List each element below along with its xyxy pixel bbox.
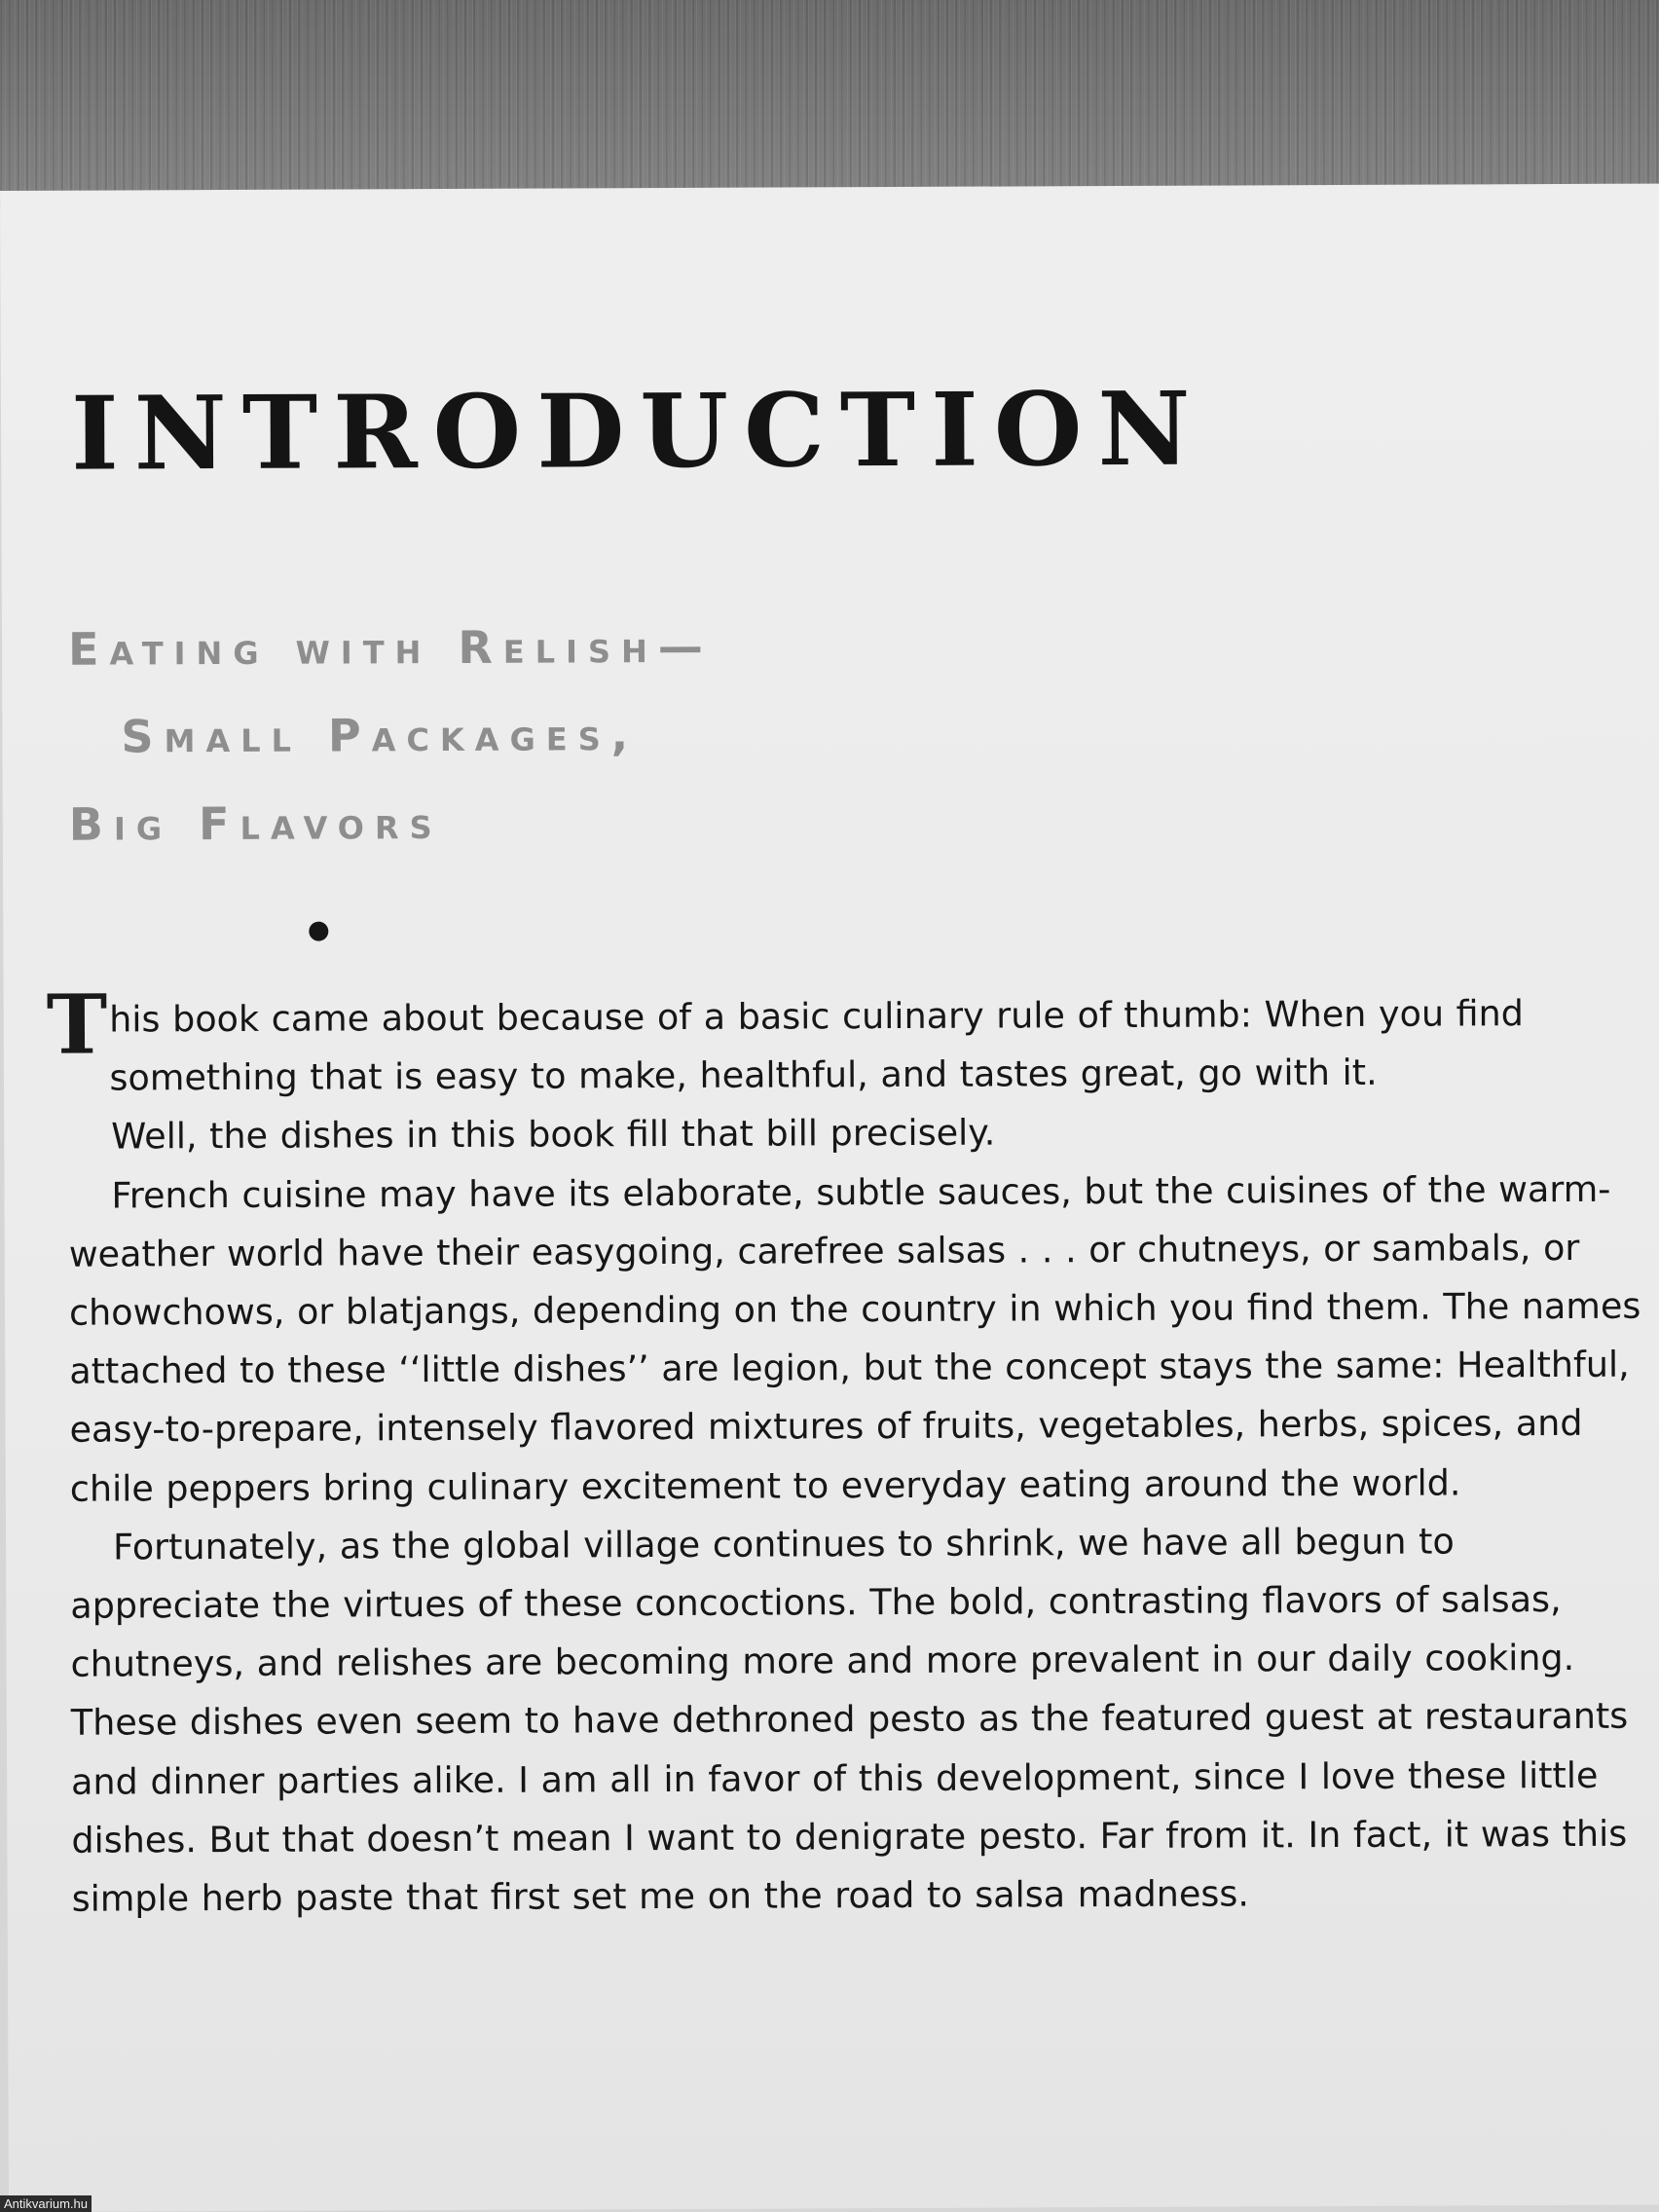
watermark-label: Antikvarium.hu: [0, 2195, 92, 2212]
paragraph-3: French cuisine may have its elaborate, subtle sauces, but the cuisines of the warm-weather world have their easygoing, carefree salsas . . . or chutneys, or sambals, or chowchows, or blatjangs, depending on the country in which you find them. The names attached to these ‘‘little dishes’’ are legion, but the concept stays the same: Healthful, easy-to-prepare, intensely flavored mixtures of fruits, vegetables, herbs, spices, and chile peppers bring culinary excitement to everyday eating around the world.: [68, 1167, 1641, 1510]
drop-cap: T: [46, 976, 108, 1073]
book-page: [0, 184, 1659, 2212]
paragraph-2: Well, the dishes in this book fill that bill precisely.: [111, 1111, 996, 1158]
page-title: INTRODUCTION: [70, 368, 1206, 494]
bullet-ornament: [309, 922, 328, 941]
subtitle-line-1: Eating with Relish—: [67, 619, 714, 676]
paragraph-4: Fortunately, as the global village continues to shrink, we have all begun to appreciate the virtues of these concoctions. The bold, contrasting flavors of salsas, chutneys, and relishes are becoming more and more prevalent in our daily cooking. These dishes even seem to have dethroned pesto as the featured guest at restaurants and dinner parties alike. I am all in favor of this development, since I love these little dishes. But that doesn’t mean I want to denigrate pesto. Far from it. In fact, it was this simple herb paste that first set me on the road to salsa madness.: [70, 1520, 1629, 1920]
background-surface: [0, 0, 1659, 209]
paragraph-1: [46, 976, 1646, 1108]
subtitle-line-3: Big Flavors: [68, 796, 443, 851]
paragraph-1-text: his book came about because of a basic culinary rule of thumb: When you find something that is easy to make, healthful, and tastes great, go with it.: [109, 992, 1525, 1099]
body-text: [46, 976, 1649, 1929]
subtitle-line-2: Small Packages,: [121, 708, 640, 763]
